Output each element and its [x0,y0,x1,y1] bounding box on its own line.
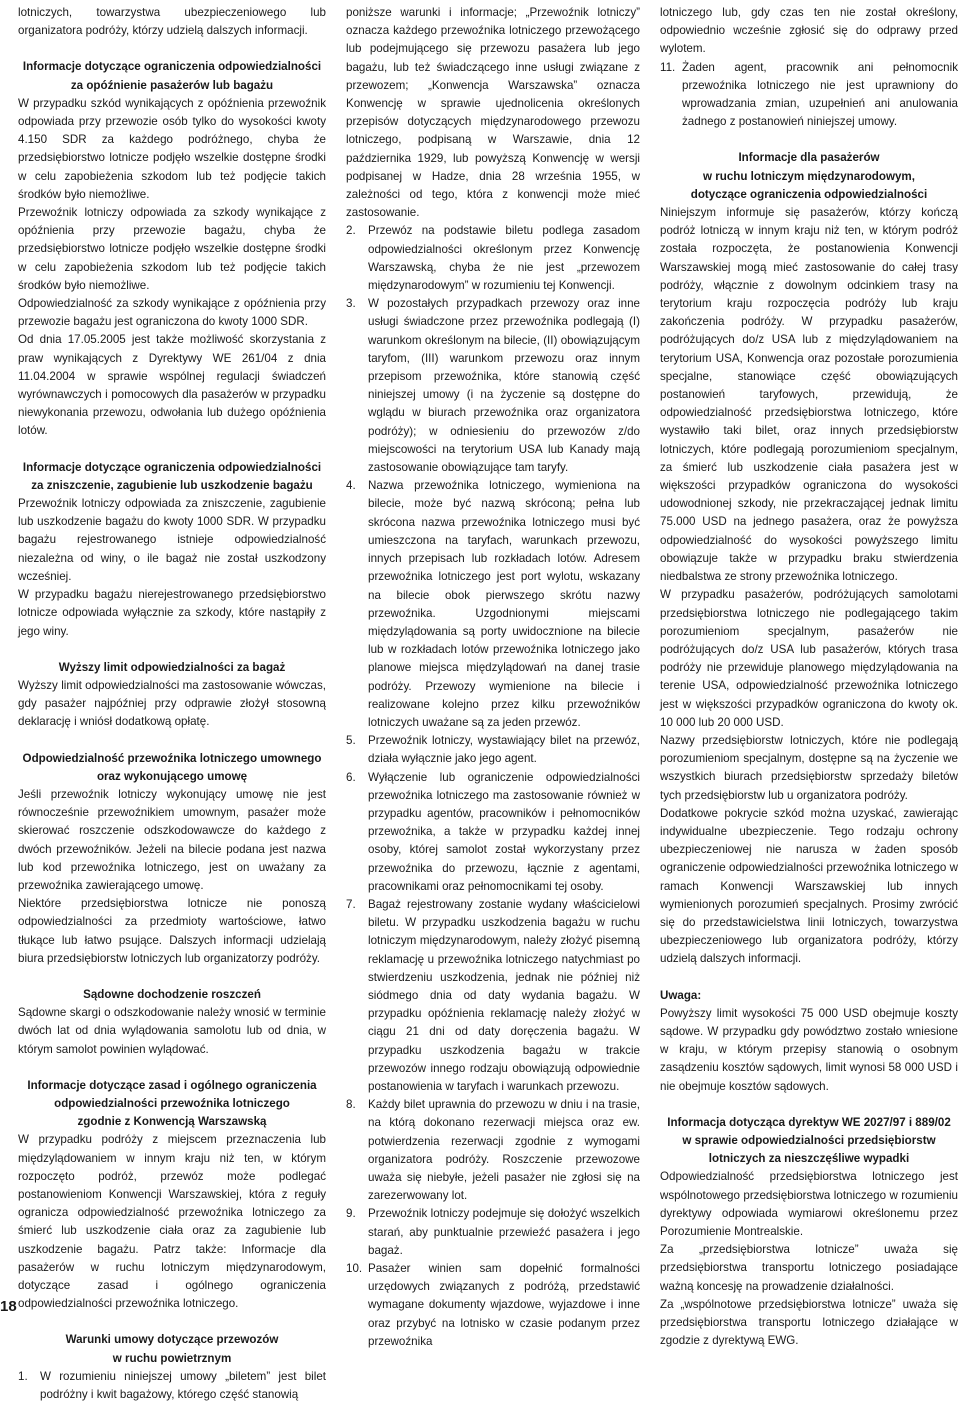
list-item-text: Przewoźnik lotniczy podejmuje się dołożyć wszelkich starań, aby punktualnie przewieźć pasażera i jego bagaż. [368,1207,640,1257]
section-heading: Odpowiedzialność przewoźnika lotniczego umownego oraz wykonującego umowę [22,751,322,783]
list-item [18,1368,326,1404]
section-heading: Sądowne dochodzenie roszczeń [83,987,261,1001]
list-item-text: Każdy bilet uprawnia do przewozu w dniu i na trasie, na którą dokonano rezerwacji miejsca oraz ew. potwierdzenia rezerwacji zgodnie z wymogami organizatora podróży. Roszczenie przewozowe uważa się niebyłe, jeżeli pasażer nie zgłosi się na zarezerwowany lot. [368,1098,640,1203]
list-item-text: Przewóz na podstawie biletu podlega zasadom odpowiedzialności określonym przez Konwencję Warszawską, chyba że nie jest „przewozem międzynarodowym” w rozumieniu tej Konwencji. [368,224,640,293]
column-right [660,4,958,1350]
list-item-text: Przewoźnik lotniczy, wystawiający bilet na przewóz, działa wyłącznie jako jego agent. [368,734,640,766]
paragraph: Od dnia 17.05.2005 jest także możliwość skorzystania z praw wynikających z Dyrektywy WE 261/04 z dnia 11.04.2004 w sprawie wspólnej regulacji świadczeń wyrównawczych i pomocowych dla pasażerów w przypadku niewykonania przewozu, odwołania lub dużego opóźnienia lotów. [18,333,326,438]
paragraph: lotniczych, towarzystwa ubezpieczeniowego lub organizatora podróży, którzy udzielą dalszych informacji. [18,6,326,38]
note-label: Uwaga: [660,988,702,1002]
list-item [346,1096,640,1205]
list-item [346,295,640,477]
section-heading: Warunki umowy dotyczące przewozów w ruchu powietrznym [65,1333,279,1365]
paragraph: W przypadku podróży z miejscem przeznaczenia lub międzylądowaniem w innym kraju niż ten, w którym rozpoczęto podróż, przewóz może podlegać postanowieniom Konwencji Warszawskiej, która z reguły ogranicza odpowiedzialność przewoźnika lotniczego za śmierć lub uszkodzenie ciała oraz za zagubienie lub uszkodzenie bagażu. Patrz także: Informacje dla pasażerów w ruchu lotniczym międzynarodowym, dotyczące zasad i ogólnego ograniczenia odpowiedzialności przewoźnika lotniczego. [18,1133,326,1311]
column-middle [346,4,640,1351]
list-number: 2. [346,224,356,238]
section-heading: Informacje dotyczące ograniczenia odpowiedzialności za opóźnienie pasażerów lub bagażu [22,60,322,92]
list-item [346,477,640,732]
conditions-list [660,59,958,132]
section-heading: Informacje dotyczące ograniczenia odpowiedzialności za zniszczenie, zagubienie lub uszkodzenie bagażu [22,460,322,492]
paragraph: Przewoźnik lotniczy odpowiada za szkody wynikające z opóźnienia przy przewozie bagażu, chyba że przedsiębiorstwo lotnicze podjęło wszelkie dostępne środki w celu zapobieżenia szkodom lub też podjęcie takich środków było niemożliwe. [18,206,326,292]
paragraph: Odpowiedzialność za szkody wynikające z opóźnienia przy przewozie bagażu jest ograniczona do kwoty 1000 SDR. [18,297,326,329]
list-item-text: Pasażer winien sam dopełnić formalności urzędowych związanych z podróżą, przedstawić wymagane dokumenty wjazdowe, wyjazdowe i inne oraz przybyć na lotnisko w czasie podanym przez przewoźnika [368,1262,640,1348]
list-item-text: Wyłączenie lub ograniczenie odpowiedzialności przewoźnika lotniczego ma zastosowanie również w przypadku agentów, pracowników i pełnomocników przewoźnika, a także w przypadku każdej innej osoby, której samolot został wykorzystany przez przewoźnika do przewozu, łącznie z agentami, pracownikami oraz pełnomocnikami tej osoby. [368,770,640,893]
paragraph: Niniejszym informuje się pasażerów, którzy kończą podróż lotniczą w innym kraju niż ten, w którym podróż została rozpoczęta, że postanowienia Konwencji Warszawskiej mogą mieć zastosowanie do całej trasy podróży, włącznie z dowolnym odcinkiem trasy na terytorium kraju rozpoczęcia podróży lub kraju zakończenia podróży. W przypadku pasażerów, podróżujących do/z USA lub z międzylądowaniem na terytorium USA, Konwencja oraz pozostałe porozumienia specjalne, stanowiące część obowiązujących postanowień taryfowych, przewidują, że odpowiedzialność przedsiębiorstwa lotniczego, które wystawiło taki bilet, oraz innych przedsiębiorstw lotniczych, które podlegają porozumieniom specjalnym, za śmierć lub uszkodzenie ciała pasażera jest w większości przypadków ograniczona do wysokości udowodnionej szkody, nie przekraczającej jednak limitu 75.000 USD na jednego pasażera, oraz że powyższa odpowiedzialność do wysokości powyższego limitu obowiązuje także w przypadku braku stwierdzenia niedbalstwa ze strony przewoźnika lotniczego. [660,206,958,584]
section-heading: Wyższy limit odpowiedzialności za bagaż [58,660,286,674]
paragraph: Sądowne skargi o odszkodowanie należy wnosić w terminie dwóch lat od dnia wylądowania samolotu lub od dnia, w którym samolot powinien wylądować. [18,1006,326,1056]
paragraph: Przewoźnik lotniczy odpowiada za zniszczenie, zagubienie lub uszkodzenie bagażu do kwoty 1000 SDR. W przypadku bagażu rejestrowanego istnieje odpowiedzialność niezależna od winy, o ile bagaż nie został uszkodzony wcześniej. [18,497,326,583]
section-heading: Informacja dotycząca dyrektyw WE 2027/97 i 889/02 w sprawie odpowiedzialności przedsiębiorstw lotniczych za nieszczęśliwe wypadki [667,1115,951,1166]
conditions-list [18,1368,326,1404]
list-number: 1. [18,1369,28,1383]
paragraph: Za „wspólnotowe przedsiębiorstwa lotnicze” uważa się przedsiębiorstwa transportu lotniczego działające w zgodzie z dyrektywą EWG. [660,1297,958,1348]
list-item [346,732,640,768]
paragraph: Powyższy limit wysokości 75 000 USD obejmuje koszty sądowe. W przypadku gdy powództwo zostało wniesione w kraju, w którym przepisy stanowią o osobnym zasądzeniu kosztów sądowych, limit wynosi 58 000 USD i nie obejmuje kosztów sądowych. [660,1006,958,1093]
list-number: 5. [346,734,356,748]
section-heading: Informacje dotyczące zasad i ogólnego ograniczenia odpowiedzialności przewoźnika lotniczego zgodnie z Konwencją Warszawską [27,1078,317,1129]
list-number: 3. [346,297,356,311]
paragraph: Wyższy limit odpowiedzialności ma zastosowanie wówczas, gdy pasażer najpóźniej przy odprawie złożył stosowną deklarację i wniósł dodatkową opłatę. [18,678,326,729]
list-item-text: Nazwa przewoźnika lotniczego, wymieniona na bilecie, może być nazwą skróconą; pełna lub skrócona nazwa przewoźnika lotniczego musi być umieszczona na taryfach, warunkach przewozu, innych przepisach lub rozkładach lotów. Adresem przewoźnika lotniczego jest port wylotu, wskazany na bilecie obok pierwszego skrótu nazwy przewoźnika. Uzgodnionymi miejscami międzylądowania są porty uwidocznione na bilecie lub w rozkładach lotów przewoźnika lotniczego jako planowe miejsca międzylądowań na danej trasie podróży. Przewozy wymienione na bilecie i realizowane kolejno przez kilku przewoźników lotniczych uważane są za jeden przewóz. [368,479,640,729]
list-number: 11. [660,60,676,74]
list-number: 7. [346,897,356,911]
paragraph: Niektóre przedsiębiorstwa lotnicze nie ponoszą odpowiedzialności za przedmioty wartościowe, łatwo tłukące lub łatwo psujące. Dalszych informacji udzielają biura przedsiębiorstw lotniczych lub organizatorzy podróży. [18,897,326,965]
paragraph: Jeśli przewoźnik lotniczy wykonujący umowę nie jest równocześnie przewoźnikiem umownym, pasażer może skierować roszczenie odszkodowawcze do każdego z dwóch przewoźników. Jeżeli na bilecie podana jest nazwa lub kod przewoźnika lotniczego, jest on uważany za przewoźnika zawierającego umowę. [18,787,326,892]
list-item [346,1205,640,1260]
list-item-text: Bagaż rejestrowany zostanie wydany właścicielowi biletu. W przypadku uszkodzenia bagażu w ruchu lotniczym międzynarodowym, należy złożyć pisemną reklamację u przewoźnika lotniczego natychmiast po stwierdzeniu uszkodzenia, jednak nie później niż siódmego dnia od daty wydania bagażu. W przypadku opóźnienia reklamację należy złożyć w ciągu 21 dni od daty doręczenia bagażu. W przypadku uszkodzenia bagażu w trakcie przewozów innego rodzaju obowiązują odpowiednie postanowienia w taryfach i warunkach przewozu. [368,897,640,1093]
paragraph: Dodatkowe pokrycie szkód można uzyskać, zawierając indywidualne ubezpieczenie. Tego rodzaju ochrony ubezpieczeniowej nie narusza w żaden sposób ograniczenie odpowiedzialności przewoźnika lotniczego w ramach Konwencji Warszawskiej lub innych wymienionych porozumień specjalnych. Prosimy zwrócić się do przedstawicielstwa linii lotniczych, towarzystwa ubezpieczeniowego lub organizatora podróży, którzy udzielą dalszych informacji. [660,806,958,966]
list-item [346,769,640,896]
list-number: 10. [346,1262,363,1276]
list-item-text: W rozumieniu niniejszej umowy „biletem” jest bilet podróżny i kwit bagażowy, którego część stanowią [40,1369,326,1402]
section-heading: Informacje dla pasażerów w ruchu lotniczym międzynarodowym, dotyczące ograniczenia odpowiedzialności [690,151,928,201]
list-item-text: W pozostałych przypadkach przewozy oraz inne usługi świadczone przez przewoźnika podlegają (I) warunkom określonym na bilecie, (II) obowiązującym taryfom, (III) warunkom przewozu oraz innym przepisom przewoźnika, które stanowią część niniejszej umowy (i na życzenie są dostępne do wglądu w biurach przewoźnika oraz organizatora podróży); w odniesieniu do przewozów z/do miejscowości na terytorium USA lub Kanady mają zastosowanie obowiązujące tam taryfy. [368,297,640,475]
list-number: 8. [346,1098,356,1112]
paragraph: W przypadku pasażerów, podróżujących samolotami przedsiębiorstwa lotniczego nie podlegającego takim porozumieniom specjalnym, pasażerów nie podróżujących do/z USA lub pasażerów, których trasa podróży nie przewiduje planowego międzylądowania na terenie USA, odpowiedzialność przewoźnika lotniczego jest w większości przypadków ograniczona do kwoty ok. 10 000 lub 20 000 USD. [660,588,958,729]
paragraph: lotniczego lub, gdy czas ten nie został określony, odpowiednio wcześnie zgłosić się do odprawy przed wylotem. [660,6,958,56]
paragraph: Za „przedsiębiorstwa lotnicze” uważa się przedsiębiorstwa transportu lotniczego posiadające ważną koncesję na prowadzenie działalności. [660,1243,958,1293]
paragraph: W przypadku szkód wynikających z opóźnienia przewoźnik odpowiada przy przewozie osób tylko do wysokości kwoty 4.150 SDR za każdego podróżnego, chyba że przedsiębiorstwo lotnicze podjęło wszelkie dostępne środki w celu zapobieżenia szkodom lub też podjęcie takich środków było niemożliwe. [18,96,326,201]
paragraph: Odpowiedzialność przedsiębiorstwa lotniczego jest wspólnotowego przedsiębiorstwa lotniczego w rozumieniu dyrektywy odpowiada wymiarowi określonemu przez Porozumienie Montrealskie. [660,1170,958,1238]
paragraph: Nazwy przedsiębiorstw lotniczych, które nie podlegają porozumieniom specjalnym, dostępne są na życzenie we wszystkich biurach przedsiębiorstw sprzedaży biletów tych przedsiębiorstw lub u organizatora podróży. [660,733,958,802]
paragraph: poniższe warunki i informacje; „Przewoźnik lotniczy” oznacza każdego przewoźnika lotniczego przewożącego lub podejmującego się przewozu pasażera lub jego bagażu, lub też świadczącego inne usługi związane z przewozem; „Konwencja Warszawska” oznacza Konwencję w sprawie ujednolicenia określonych przepisów dotyczących międzynarodowego przewozu lotniczego, podpisaną w Warszawie, dnia 12 października 1929, lub powyższą Konwencję w wersji podpisanej w Hadze, dnia 28 września 1955, w zależności od tego, która z konwencji może mieć zastosowanie. [346,6,640,220]
column-left [18,4,326,1404]
list-item [346,1260,640,1351]
conditions-list [346,222,640,1351]
list-item-text: Żaden agent, pracownik ani pełnomocnik przewoźnika lotniczego nie jest uprawniony do wprowadzania zmian, uzupełnień ani anulowania żadnego z postanowień niniejszej umowy. [682,60,958,129]
paragraph: W przypadku bagażu nierejestrowanego przedsiębiorstwo lotnicze odpowiada wyłącznie za szkody, które nastąpiły z jego winy. [18,588,326,638]
list-number: 6. [346,770,356,784]
page-number: 18 [0,1298,17,1315]
list-number: 4. [346,479,356,493]
list-number: 9. [346,1207,356,1221]
list-item [660,59,958,132]
list-item [346,222,640,295]
list-item [346,896,640,1096]
